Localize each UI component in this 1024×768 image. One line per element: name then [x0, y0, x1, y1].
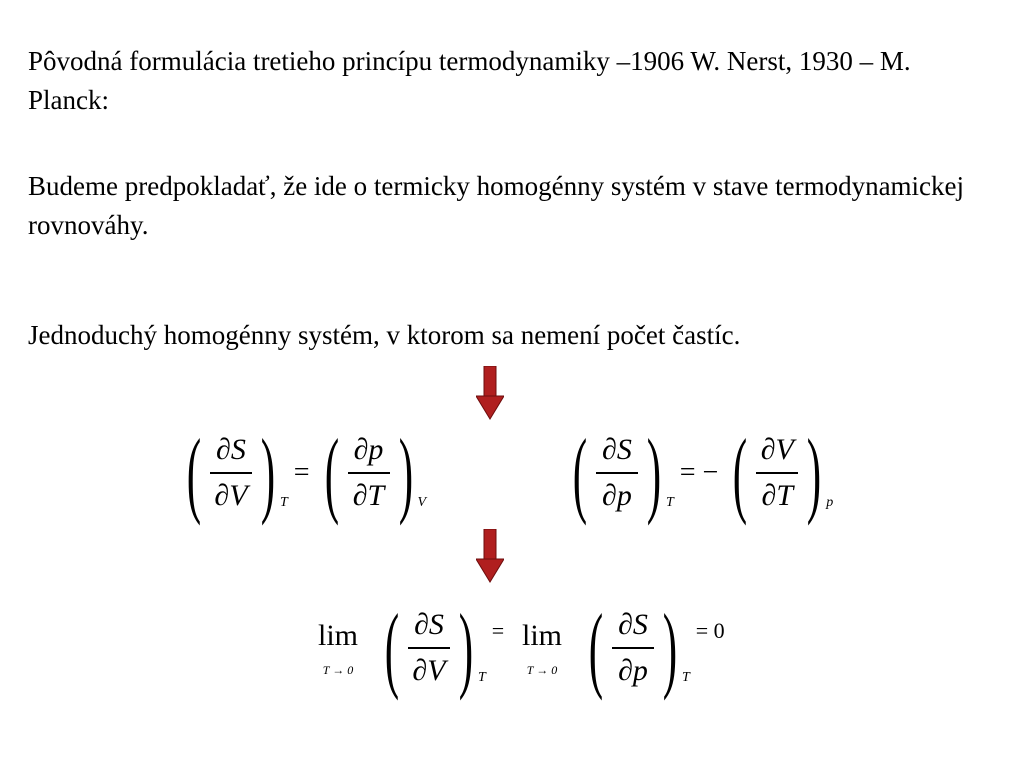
numerator: ∂p [353, 433, 384, 467]
left-paren: ( [186, 419, 202, 526]
intro-paragraph: Pôvodná formulácia tretieho princípu termodynamiky –1906 W. Nerst, 1930 – M. Planck: [28, 46, 911, 115]
operator: = 0 [695, 618, 725, 643]
denominator: ∂V [214, 478, 248, 512]
operator: = [293, 457, 310, 488]
limit [318, 619, 358, 678]
system-paragraph: Jednoduchý homogénny systém, v ktorom sa nemení počet častíc. [28, 320, 741, 350]
assumption-paragraph: Budeme predpokladať, že ide o termicky homogénny systém v stave termodynamickej rovnováhy. [28, 171, 965, 240]
left-paren: ( [733, 419, 748, 526]
operator: = − [679, 457, 719, 488]
fraction [596, 431, 638, 515]
subscript: V [417, 495, 427, 510]
subscript: T [681, 670, 690, 685]
denominator: ∂T [761, 478, 794, 512]
numerator: ∂S [216, 433, 246, 467]
down-arrow-icon [476, 366, 504, 420]
denominator: ∂T [352, 478, 385, 512]
limit-equation-1 [318, 594, 510, 701]
operator: = [491, 618, 505, 643]
fraction [612, 606, 654, 690]
maxwell-relation-1 [178, 419, 427, 526]
left-paren: ( [324, 419, 339, 526]
numerator: ∂S [414, 608, 444, 642]
lim-word: lim [522, 618, 563, 652]
subscript: T [279, 495, 288, 510]
left-paren: ( [588, 594, 604, 701]
right-paren: ) [458, 594, 474, 701]
denominator: ∂V [412, 653, 446, 687]
right-paren: ) [662, 594, 678, 701]
fraction [210, 431, 252, 515]
numerator: ∂S [602, 433, 632, 467]
left-paren: ( [384, 594, 400, 701]
numerator: ∂S [618, 608, 648, 642]
lim-under: T → 0 [526, 662, 558, 677]
fraction [348, 431, 390, 515]
numerator: ∂V [760, 433, 794, 467]
lim-word: lim [318, 618, 359, 652]
denominator: ∂p [602, 478, 632, 512]
fraction [408, 606, 450, 690]
right-paren: ) [646, 419, 662, 526]
down-arrow-icon [476, 529, 504, 583]
right-paren: ) [398, 419, 413, 526]
left-paren: ( [572, 419, 588, 526]
limit [522, 619, 562, 678]
right-paren: ) [807, 419, 822, 526]
subscript: T [477, 670, 486, 685]
right-paren: ) [260, 419, 276, 526]
subscript: T [665, 495, 674, 510]
maxwell-relation-2 [564, 419, 834, 526]
denominator: ∂p [618, 653, 648, 687]
lim-under: T → 0 [322, 662, 354, 677]
subscript: p [826, 495, 834, 510]
fraction [756, 431, 798, 515]
limit-equation-2 [522, 594, 731, 701]
